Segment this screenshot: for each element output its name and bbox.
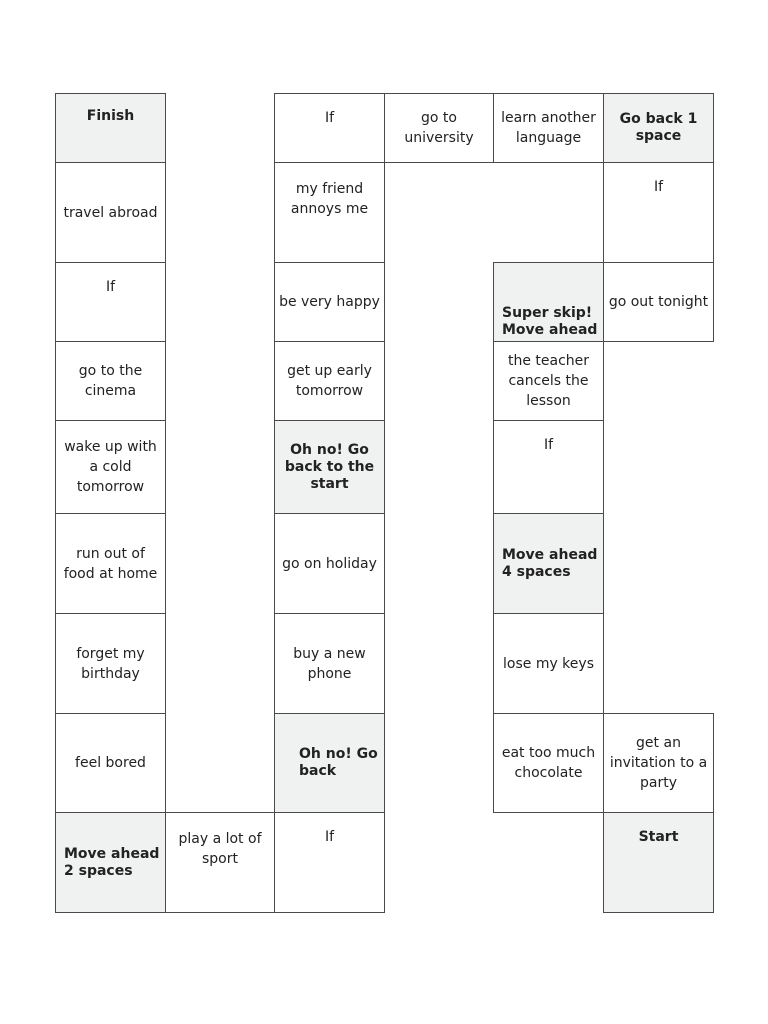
board-cell-wake-up-cold: wake up with a cold tomorrow: [55, 420, 166, 514]
board-cell-if: If: [493, 420, 604, 514]
board-cell-play-sport: play a lot of sport: [165, 812, 275, 913]
oh-no-back-to-start-cell: Oh no! Go back to the start: [274, 420, 385, 514]
move-ahead-2-cell: Move ahead 2 spaces: [55, 812, 166, 913]
board-cell-if: If: [274, 93, 385, 163]
board-cell-lose-keys: lose my keys: [493, 613, 604, 714]
board-cell-if: If: [55, 262, 166, 342]
board-cell-teacher-cancels: the teacher cancels the lesson: [493, 341, 604, 421]
board-cell-go-cinema: go to the cinema: [55, 341, 166, 421]
board-cell-feel-bored: feel bored: [55, 713, 166, 813]
board-cell-eat-chocolate: eat too much chocolate: [493, 713, 604, 813]
move-ahead-4-cell: Move ahead 4 spaces: [493, 513, 604, 614]
finish-cell: Finish: [55, 93, 166, 163]
super-skip-cell: Super skip! Move ahead: [493, 262, 604, 342]
board-cell-learn-language: learn another language: [493, 93, 604, 163]
board-cell-go-university: go to university: [384, 93, 494, 163]
go-back-1-space-cell: Go back 1 space: [603, 93, 714, 163]
board-cell-forget-birthday: forget my birthday: [55, 613, 166, 714]
oh-no-go-back-cell: Oh no! Go back: [274, 713, 385, 813]
board-cell-travel-abroad: travel abroad: [55, 162, 166, 263]
board-cell-if: If: [274, 812, 385, 913]
board-cell-go-holiday: go on holiday: [274, 513, 385, 614]
board-cell-go-out: go out tonight: [603, 262, 714, 342]
board-cell-buy-phone: buy a new phone: [274, 613, 385, 714]
board-cell-be-happy: be very happy: [274, 262, 385, 342]
board-cell-friend-annoys: my friend annoys me: [274, 162, 385, 263]
board-cell-run-out-food: run out of food at home: [55, 513, 166, 614]
start-cell: Start: [603, 812, 714, 913]
board-cell-get-up-early: get up early tomorrow: [274, 341, 385, 421]
board-cell-if: If: [603, 162, 714, 263]
board-cell-get-invitation: get an invitation to a party: [603, 713, 714, 813]
